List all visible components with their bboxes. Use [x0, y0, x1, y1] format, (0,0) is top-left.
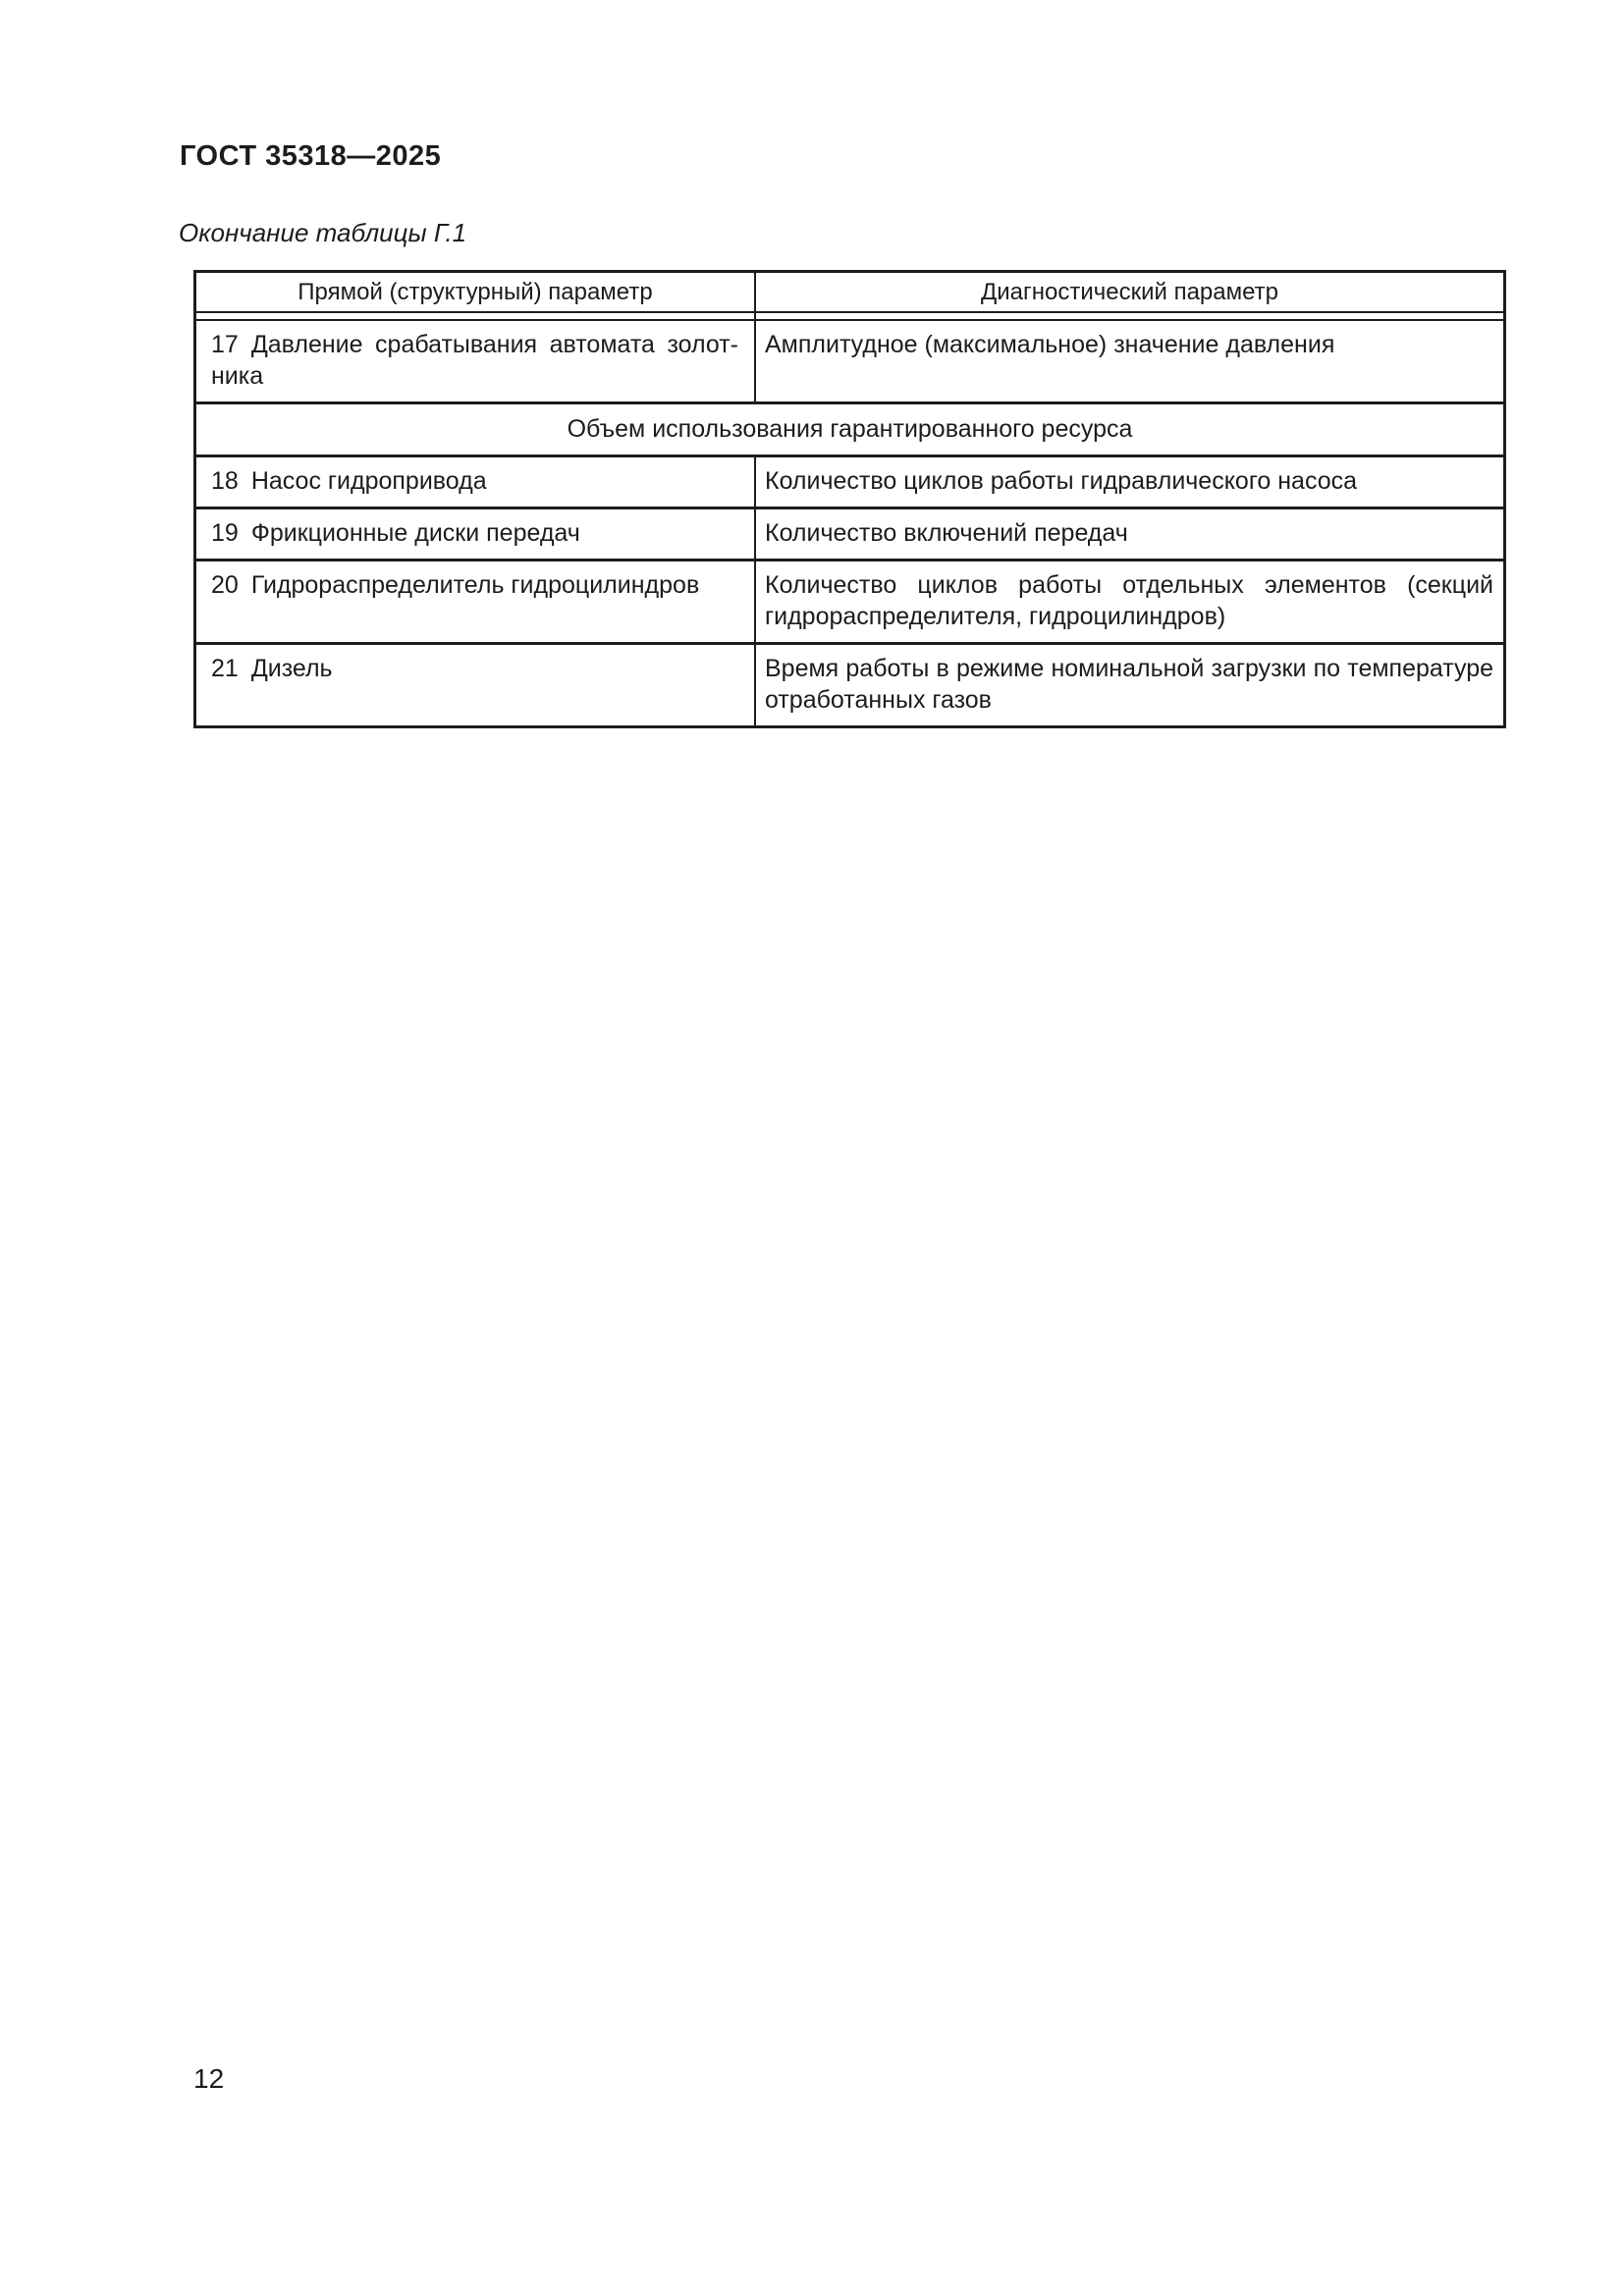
section-title: Объем использования гарантированного ресурса — [196, 404, 1503, 457]
direct-parameter-text: Давление срабатывания автомата золотника — [211, 331, 738, 390]
row-number: 21 — [211, 655, 239, 682]
header-double-rule-right — [756, 313, 1503, 321]
direct-parameter-cell — [196, 509, 756, 561]
table-row — [196, 645, 1503, 725]
table-row — [196, 509, 1503, 561]
table-header — [196, 273, 1503, 321]
column-header-direct-parameter: Прямой (структурный) параметр — [196, 273, 756, 313]
row-number: 17 — [211, 331, 239, 358]
direct-parameter-text: Дизель — [250, 655, 333, 682]
header-double-rule — [196, 313, 1503, 321]
table-body — [196, 321, 1503, 725]
direct-parameter-cell — [196, 457, 756, 509]
row-number: 20 — [211, 571, 239, 599]
diagnostic-parameter-cell: Количество циклов работы отдельных элементов (секций гидрораспределителя, гидроцилиндров) — [756, 561, 1503, 645]
direct-parameter-text: Гидрораспределитель гидроцилиндров — [250, 571, 700, 599]
table-row — [196, 561, 1503, 645]
direct-parameter-cell — [196, 561, 756, 645]
direct-parameter-cell — [196, 321, 756, 404]
table-caption: Окончание таблицы Г.1 — [179, 218, 467, 247]
direct-parameter-text: Фрикционные диски передач — [250, 519, 580, 547]
diagnostic-parameter-cell: Количество включений передач — [756, 509, 1503, 561]
header-double-rule-left — [196, 313, 756, 321]
section-row — [196, 404, 1503, 457]
table-row — [196, 457, 1503, 509]
doc-code: ГОСТ 35318—2025 — [180, 140, 442, 172]
header-row — [196, 273, 1503, 313]
diagnostic-parameter-cell: Количество циклов работы гидравлического насоса — [756, 457, 1503, 509]
diagnostic-parameter-cell: Амплитудное (максимальное) значение давления — [756, 321, 1503, 404]
parameters-table — [193, 270, 1506, 728]
direct-parameter-cell — [196, 645, 756, 725]
row-number: 19 — [211, 519, 239, 547]
table-row — [196, 321, 1503, 404]
page-number: 12 — [193, 2063, 225, 2094]
diagnostic-parameter-cell: Время работы в режиме номинальной загрузки по температуре отработанных газов — [765, 655, 1493, 714]
direct-parameter-text: Насос гидропривода — [250, 467, 487, 495]
column-header-diagnostic-parameter: Диагностический параметр — [756, 273, 1503, 313]
row-number: 18 — [211, 467, 239, 495]
